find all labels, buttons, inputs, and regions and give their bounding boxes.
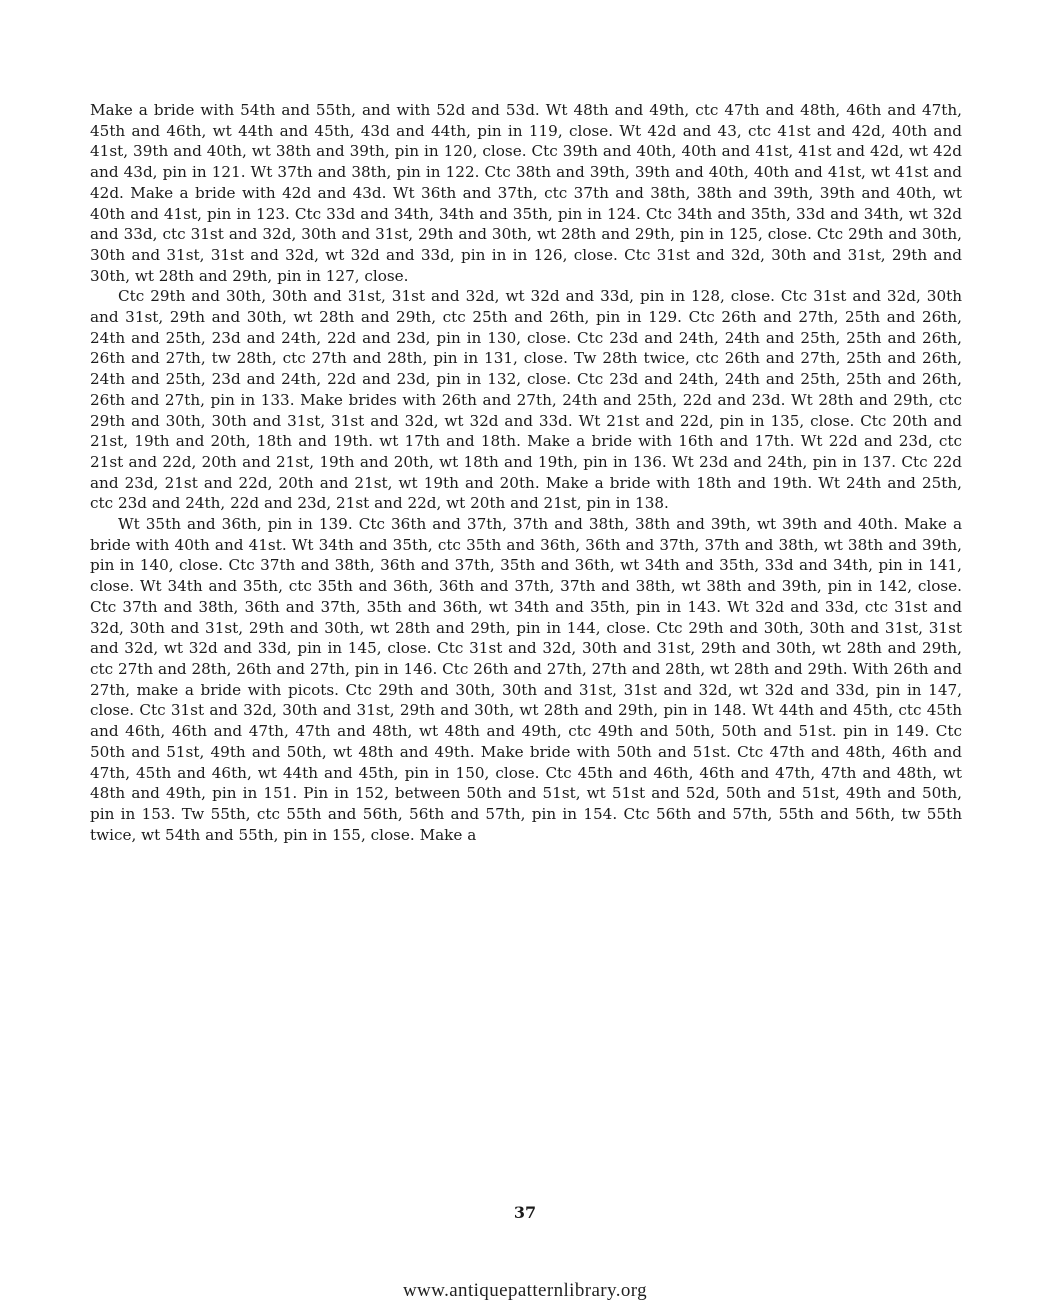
body-text	[90, 100, 962, 845]
footer-url: www.antiquepatternlibrary.org	[402, 1280, 648, 1301]
page-number: 37	[513, 1203, 537, 1222]
paragraph-2: Ctc 29th and 30th, 30th and 31st, 31st and 32d, wt 32d and 33d, pin in 128, close. Ctc 31st and 32d, 30th and 31st, 29th and 30th, wt 28th and 29th, ctc 25th and 26th, pin in 129. Ctc 26th and 27th, 25th and 26th, 24th and 25th, 23d and 24th, 22d and 23d, pin in 130, close. Ctc 23d and 24th, 24th and 25th, 25th and 26th, 26th and 27th, tw 28th, ctc 27th and 28th, pin in 131, close. Tw 28th twice, ctc 26th and 27th, 25th and 26th, 24th and 25th, 23d and 24th, 22d and 23d, pin in 132, close. Ctc 23d and 24th, 24th and 25th, 25th and 26th, 26th and 27th, pin in 133. Make brides with 26th and 27th, 24th and 25th, 22d and 23d. Wt 28th and 29th, ctc 29th and 30th, 30th and 31st, 31st and 32d, wt 32d and 33d. Wt 21st and 22d, pin in 135, close. Ctc 20th and 21st, 19th and 20th, 18th and 19th. wt 17th and 18th. Make a bride with 16th and 17th. Wt 22d and 23d, ctc 21st and 22d, 20th and 21st, 19th and 20th, wt 18th and 19th, pin in 136. Wt 23d and 24th, pin in 137. Ctc 22d and 23d, 21st and 22d, 20th and 21st, wt 19th and 20th. Make a bride with 18th and 19th. Wt 24th and 25th, ctc 23d and 24th, 22d and 23d, 21st and 22d, wt 20th and 21st, pin in 138.	[90, 287, 962, 513]
paragraph-3: Wt 35th and 36th, pin in 139. Ctc 36th and 37th, 37th and 38th, 38th and 39th, wt 39th and 40th. Make a bride with 40th and 41st. Wt 34th and 35th, ctc 35th and 36th, 36th and 37th, 37th and 38th, wt 38th and 39th, pin in 140, close. Ctc 37th and 38th, 36th and 37th, 35th and 36th, wt 34th and 35th, 33d and 34th, pin in 141, close. Wt 34th and 35th, ctc 35th and 36th, 36th and 37th, 37th and 38th, wt 38th and 39th, pin in 142, close. Ctc 37th and 38th, 36th and 37th, 35th and 36th, wt 34th and 35th, pin in 143. Wt 32d and 33d, ctc 31st and 32d, 30th and 31st, 29th and 30th, wt 28th and 29th, pin in 144, close. Ctc 29th and 30th, 30th and 31st, 31st and 32d, wt 32d and 33d, pin in 145, close. Ctc 31st and 32d, 30th and 31st, 29th and 30th, wt 28th and 29th, ctc 27th and 28th, 26th and 27th, pin in 146. Ctc 26th and 27th, 27th and 28th, wt 28th and 29th. With 26th and 27th, make a bride with picots. Ctc 29th and 30th, 30th and 31st, 31st and 32d, wt 32d and 33d, pin in 147, close. Ctc 31st and 32d, 30th and 31st, 29th and 30th, wt 28th and 29th, pin in 148. Wt 44th and 45th, ctc 45th and 46th, 46th and 47th, 47th and 48th, wt 48th and 49th, ctc 49th and 50th, 50th and 51st. pin in 149. Ctc 50th and 51st, 49th and 50th, wt 48th and 49th. Make bride with 50th and 51st. Ctc 47th and 48th, 46th and 47th, 45th and 46th, wt 44th and 45th, pin in 150, close. Ctc 45th and 46th, 46th and 47th, 47th and 48th, wt 48th and 49th, pin in 151. Pin in 152, between 50th and 51st, wt 51st and 52d, 50th and 51st, 49th and 50th, pin in 153. Tw 55th, ctc 55th and 56th, 56th and 57th, pin in 154. Ctc 56th and 57th, 55th and 56th, tw 55th twice, wt 54th and 55th, pin in 155, close. Make a	[90, 515, 962, 844]
paragraph-1: Make a bride with 54th and 55th, and with 52d and 53d. Wt 48th and 49th, ctc 47th and 48th, 46th and 47th, 45th and 46th, wt 44th and 45th, 43d and 44th, pin in 119, close. Wt 42d and 43, ctc 41st and 42d, 40th and 41st, 39th and 40th, wt 38th and 39th, pin in 120, close. Ctc 39th and 40th, 40th and 41st, 41st and 42d, wt 42d and 43d, pin in 121. Wt 37th and 38th, pin in 122. Ctc 38th and 39th, 39th and 40th, 40th and 41st, wt 41st and 42d. Make a bride with 42d and 43d. Wt 36th and 37th, ctc 37th and 38th, 38th and 39th, 39th and 40th, wt 40th and 41st, pin in 123. Ctc 33d and 34th, 34th and 35th, pin in 124. Ctc 34th and 35th, 33d and 34th, wt 32d and 33d, ctc 31st and 32d, 30th and 31st, 29th and 30th, wt 28th and 29th, pin in 125, close. Ctc 29th and 30th, 30th and 31st, 31st and 32d, wt 32d and 33d, pin in in 126, close. Ctc 31st and 32d, 30th and 31st, 29th and 30th, wt 28th and 29th, pin in 127, close.	[90, 101, 962, 285]
